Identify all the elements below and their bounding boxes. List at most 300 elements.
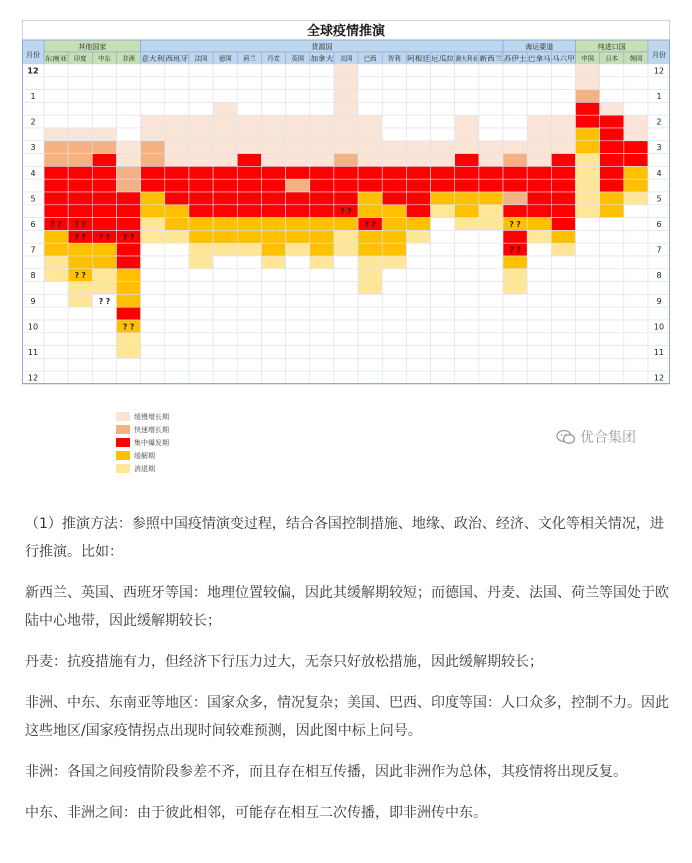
heatmap-cell xyxy=(600,230,624,243)
heatmap-cell xyxy=(551,320,575,333)
heatmap-cell xyxy=(68,179,92,192)
heatmap-cell xyxy=(358,102,382,115)
heatmap-cell xyxy=(527,115,551,128)
heatmap-cell xyxy=(358,166,382,179)
heatmap-cell xyxy=(551,294,575,307)
heatmap-cell xyxy=(237,307,261,320)
column-label: 英国 xyxy=(291,55,304,63)
heatmap-cell xyxy=(68,77,92,90)
heatmap-cell xyxy=(310,77,334,90)
heatmap-cell xyxy=(600,294,624,307)
heatmap-cell xyxy=(624,371,648,384)
heatmap-cell xyxy=(68,256,92,269)
heatmap-cell xyxy=(576,115,600,128)
heatmap-cell xyxy=(116,307,140,320)
heatmap-cell xyxy=(527,102,551,115)
heatmap-cell xyxy=(189,64,213,77)
heatmap-cell xyxy=(551,141,575,154)
heatmap-cell xyxy=(382,102,406,115)
heatmap-cell xyxy=(213,230,237,243)
heatmap-cell xyxy=(479,77,503,90)
group-label: 货源国 xyxy=(311,43,333,51)
paragraph-denmark: 丹麦：抗疫措施有力，但经济下行压力过大，无奈只好放松措施，因此缓解期较长； xyxy=(25,654,543,670)
heatmap-cell xyxy=(576,320,600,333)
heatmap-cell xyxy=(382,346,406,359)
heatmap-cell xyxy=(576,243,600,256)
column-label: 中东 xyxy=(98,55,111,63)
heatmap-cell xyxy=(116,346,140,359)
heatmap-cell xyxy=(116,77,140,90)
heatmap-cell xyxy=(382,115,406,128)
column-label: 意大利 xyxy=(141,55,161,63)
heatmap-cell xyxy=(551,90,575,103)
heatmap-cell xyxy=(527,358,551,371)
heatmap-cell xyxy=(358,346,382,359)
heatmap-cell xyxy=(141,320,165,333)
uncertainty-mark: ? ? xyxy=(509,220,521,229)
heatmap-cell xyxy=(68,282,92,295)
column-label: 荷兰 xyxy=(243,55,256,63)
heatmap-cell xyxy=(479,256,503,269)
heatmap-cell xyxy=(286,64,310,77)
month-label: 12 xyxy=(653,373,665,383)
heatmap-cell xyxy=(310,358,334,371)
heatmap-cell xyxy=(165,90,189,103)
heatmap-cell xyxy=(92,282,116,295)
heatmap-cell xyxy=(261,90,285,103)
heatmap-cell xyxy=(165,333,189,346)
heatmap-cell xyxy=(600,141,624,154)
heatmap-cell xyxy=(406,90,430,103)
column-label: 法国 xyxy=(194,55,208,63)
month-label: 9 xyxy=(30,296,36,306)
heatmap-cell xyxy=(479,243,503,256)
heatmap-cell xyxy=(68,192,92,205)
month-label: 11 xyxy=(653,348,665,357)
column-label: 厄瓜拉 xyxy=(431,55,451,63)
heatmap-cell xyxy=(431,154,455,167)
heatmap-cell xyxy=(600,90,624,103)
heatmap-cell xyxy=(116,64,140,77)
heatmap-cell xyxy=(116,371,140,384)
heatmap-cell xyxy=(92,320,116,333)
heatmap-cell xyxy=(44,192,68,205)
heatmap-cell xyxy=(600,218,624,231)
heatmap-cell xyxy=(576,333,600,346)
heatmap-cell xyxy=(479,141,503,154)
heatmap-cell xyxy=(406,154,430,167)
heatmap-cell xyxy=(310,102,334,115)
heatmap-cell xyxy=(92,115,116,128)
uncertainty-mark: ? ? xyxy=(98,232,111,242)
heatmap-cell xyxy=(116,102,140,115)
heatmap-cell xyxy=(431,192,455,205)
heatmap-cell xyxy=(334,179,358,192)
column-label: 中国 xyxy=(581,55,594,63)
legend-swatch xyxy=(116,425,130,434)
heatmap-cell xyxy=(237,230,261,243)
heatmap-cell xyxy=(406,128,430,141)
heatmap-cell xyxy=(165,64,189,77)
heatmap-cell xyxy=(600,64,624,77)
heatmap-cell xyxy=(406,179,430,192)
heatmap-cell xyxy=(213,141,237,154)
heatmap-cell xyxy=(600,102,624,115)
heatmap-cell xyxy=(237,77,261,90)
heatmap-cell xyxy=(624,154,648,167)
heatmap-cell xyxy=(141,218,165,231)
month-cell xyxy=(648,307,670,320)
heatmap-cell xyxy=(141,64,165,77)
heatmap-cell xyxy=(358,154,382,167)
heatmap-cell xyxy=(624,256,648,269)
heatmap-cell xyxy=(310,141,334,154)
heatmap-cell xyxy=(261,179,285,192)
heatmap-cell xyxy=(261,205,285,218)
heatmap-cell xyxy=(503,205,527,218)
heatmap-cell xyxy=(189,269,213,282)
month-cell xyxy=(648,333,670,346)
legend-label: 集中爆发期 xyxy=(134,438,169,447)
column-label: 韩国 xyxy=(629,55,643,63)
heatmap-cell xyxy=(382,243,406,256)
heatmap-cell xyxy=(431,346,455,359)
heatmap-cell xyxy=(431,90,455,103)
heatmap-cell xyxy=(503,64,527,77)
heatmap-cell xyxy=(68,243,92,256)
heatmap-cell xyxy=(624,230,648,243)
heatmap-cell xyxy=(44,128,68,141)
month-cell xyxy=(22,230,44,243)
heatmap-cell xyxy=(68,128,92,141)
column-label: 巴拿马 xyxy=(527,55,547,63)
heatmap-cell xyxy=(431,294,455,307)
month-label: 6 xyxy=(656,220,662,229)
heatmap-cell xyxy=(310,64,334,77)
heatmap-cell xyxy=(455,243,479,256)
heatmap-cell xyxy=(261,333,285,346)
heatmap-cell xyxy=(92,90,116,103)
heatmap-cell xyxy=(44,141,68,154)
heatmap-cell xyxy=(68,358,92,371)
heatmap-cell xyxy=(503,307,527,320)
heatmap-cell xyxy=(624,333,648,346)
heatmap-cell xyxy=(213,282,237,295)
heatmap-cell xyxy=(261,102,285,115)
heatmap-cell xyxy=(141,294,165,307)
heatmap-cell xyxy=(116,269,140,282)
heatmap-cell xyxy=(334,154,358,167)
heatmap-cell xyxy=(165,294,189,307)
heatmap-cell xyxy=(92,205,116,218)
heatmap-cell xyxy=(382,192,406,205)
heatmap-cell xyxy=(237,358,261,371)
heatmap-cell xyxy=(624,307,648,320)
heatmap-cell xyxy=(68,307,92,320)
heatmap-cell xyxy=(92,166,116,179)
month-cell xyxy=(648,282,670,295)
month-header-label: 月份 xyxy=(26,51,40,59)
heatmap-cell xyxy=(455,307,479,320)
heatmap-cell xyxy=(68,346,92,359)
heatmap-cell xyxy=(165,179,189,192)
heatmap-cell xyxy=(479,230,503,243)
heatmap-cell xyxy=(189,256,213,269)
heatmap-cell xyxy=(382,64,406,77)
heatmap-cell xyxy=(479,307,503,320)
heatmap-cell xyxy=(261,166,285,179)
month-label: 6 xyxy=(30,220,36,229)
heatmap-cell xyxy=(286,230,310,243)
heatmap-cell xyxy=(213,179,237,192)
heatmap-cell xyxy=(576,128,600,141)
heatmap-cell xyxy=(406,294,430,307)
heatmap-cell xyxy=(406,115,430,128)
heatmap-cell xyxy=(358,90,382,103)
heatmap-cell xyxy=(286,205,310,218)
heatmap-cell xyxy=(624,320,648,333)
uncertainty-mark: ? ? xyxy=(74,271,86,281)
paragraph-uncertainty: 非洲、中东、东南亚等地区：国家众多，情况复杂；美国、巴西、印度等国：人口众多，控制不力。因此这些地区/国家疫情拐点出现时间较难预测，因此图中标上问号。 xyxy=(25,695,669,739)
paragraph-geography: 新西兰、英国、西班牙等国：地理位置较偏，因此其缓解期较短；而德国、丹麦、法国、荷兰等国处于欧陆中心地带，因此缓解期较长； xyxy=(25,585,669,629)
heatmap-cell xyxy=(237,282,261,295)
heatmap-cell xyxy=(261,128,285,141)
heatmap-cell xyxy=(286,307,310,320)
heatmap-cell xyxy=(68,320,92,333)
heatmap-cell xyxy=(92,128,116,141)
heatmap-cell xyxy=(116,166,140,179)
heatmap-cell xyxy=(286,128,310,141)
month-cell xyxy=(648,256,670,269)
heatmap-cell xyxy=(527,294,551,307)
heatmap-cell xyxy=(44,179,68,192)
month-cell xyxy=(22,102,44,115)
heatmap-cell xyxy=(406,346,430,359)
heatmap-cell xyxy=(624,115,648,128)
heatmap-cell xyxy=(141,346,165,359)
heatmap-cell xyxy=(479,282,503,295)
heatmap-cell xyxy=(286,141,310,154)
month-cell xyxy=(22,77,44,90)
heatmap-cell xyxy=(527,218,551,231)
heatmap-cell xyxy=(213,154,237,167)
heatmap-cell xyxy=(551,166,575,179)
heatmap-cell xyxy=(479,371,503,384)
heatmap-cell xyxy=(189,77,213,90)
heatmap-cell xyxy=(382,294,406,307)
heatmap-cell xyxy=(503,282,527,295)
month-label: 2 xyxy=(30,117,36,127)
heatmap-cell xyxy=(165,320,189,333)
heatmap-cell xyxy=(286,269,310,282)
paragraph-africa: 非洲：各国之间疫情阶段参差不齐，而且存在相互传播，因此非洲作为总体，其疫情将出现反复。 xyxy=(25,764,627,780)
heatmap-cell xyxy=(600,371,624,384)
heatmap-cell xyxy=(431,141,455,154)
article-body xyxy=(25,510,673,840)
heatmap-cell xyxy=(527,346,551,359)
heatmap-cell xyxy=(68,64,92,77)
heatmap-cell xyxy=(44,256,68,269)
heatmap-cell xyxy=(261,256,285,269)
heatmap-cell xyxy=(455,192,479,205)
heatmap-cell xyxy=(286,115,310,128)
heatmap-cell xyxy=(358,77,382,90)
heatmap-cell xyxy=(189,179,213,192)
heatmap-cell xyxy=(165,282,189,295)
heatmap-cell xyxy=(406,141,430,154)
heatmap-cell xyxy=(334,371,358,384)
heatmap-cell xyxy=(576,166,600,179)
heatmap-cell xyxy=(286,243,310,256)
heatmap-cell xyxy=(237,64,261,77)
month-label: 4 xyxy=(656,168,662,178)
month-cell xyxy=(22,307,44,320)
heatmap-cell xyxy=(310,269,334,282)
heatmap-cell xyxy=(503,294,527,307)
heatmap-cell xyxy=(527,371,551,384)
heatmap-cell xyxy=(406,307,430,320)
heatmap-cell xyxy=(431,205,455,218)
heatmap-cell xyxy=(551,192,575,205)
heatmap-cell xyxy=(310,230,334,243)
heatmap-cell xyxy=(189,205,213,218)
heatmap-cell xyxy=(286,256,310,269)
heatmap-cell xyxy=(165,166,189,179)
heatmap-cell xyxy=(624,166,648,179)
heatmap-cell xyxy=(358,141,382,154)
heatmap-cell xyxy=(261,346,285,359)
heatmap-cell xyxy=(237,294,261,307)
heatmap-cell xyxy=(479,102,503,115)
heatmap-cell xyxy=(334,294,358,307)
heatmap-cell xyxy=(600,115,624,128)
heatmap-cell xyxy=(189,333,213,346)
heatmap-cell xyxy=(624,243,648,256)
heatmap-cell xyxy=(576,218,600,231)
heatmap-cell xyxy=(189,192,213,205)
heatmap-cell xyxy=(213,256,237,269)
heatmap-cell xyxy=(551,218,575,231)
heatmap-cell xyxy=(116,358,140,371)
heatmap-cell xyxy=(286,346,310,359)
heatmap-cell xyxy=(286,282,310,295)
heatmap-cell xyxy=(189,166,213,179)
month-cell xyxy=(648,179,670,192)
heatmap-cell xyxy=(358,358,382,371)
heatmap-cell xyxy=(213,307,237,320)
heatmap-cell xyxy=(431,282,455,295)
heatmap-cell xyxy=(551,115,575,128)
heatmap-cell xyxy=(213,294,237,307)
heatmap-cell xyxy=(44,77,68,90)
heatmap-cell xyxy=(503,192,527,205)
heatmap-cell xyxy=(286,333,310,346)
heatmap-cell xyxy=(576,90,600,103)
heatmap-cell xyxy=(165,102,189,115)
month-cell xyxy=(648,77,670,90)
heatmap-cell xyxy=(358,256,382,269)
heatmap-cell xyxy=(455,320,479,333)
wechat-icon xyxy=(556,429,576,445)
column-label: 东南亚 xyxy=(44,55,64,63)
heatmap-cell xyxy=(551,128,575,141)
heatmap-cell xyxy=(237,333,261,346)
heatmap-cell xyxy=(68,141,92,154)
heatmap-cell xyxy=(479,64,503,77)
heatmap-cell xyxy=(455,166,479,179)
heatmap-cell xyxy=(310,154,334,167)
month-label: 4 xyxy=(30,168,36,178)
heatmap-cell xyxy=(503,371,527,384)
heatmap-cell xyxy=(576,269,600,282)
heatmap-cell xyxy=(382,205,406,218)
heatmap-cell xyxy=(261,77,285,90)
heatmap-cell xyxy=(237,128,261,141)
legend-label: 缓慢增长期 xyxy=(134,412,169,421)
heatmap-cell xyxy=(116,154,140,167)
heatmap-cell xyxy=(141,90,165,103)
uncertainty-mark: ? ? xyxy=(364,220,376,229)
heatmap-cell xyxy=(431,333,455,346)
heatmap-cell xyxy=(44,282,68,295)
heatmap-cell xyxy=(310,218,334,231)
heatmap-cell xyxy=(68,371,92,384)
heatmap-cell xyxy=(576,307,600,320)
heatmap-cell xyxy=(382,269,406,282)
month-cell xyxy=(22,154,44,167)
heatmap-cell xyxy=(382,307,406,320)
heatmap-cell xyxy=(68,333,92,346)
heatmap-cell xyxy=(382,218,406,231)
heatmap-cell xyxy=(261,141,285,154)
heatmap-cell xyxy=(455,346,479,359)
heatmap-cell xyxy=(165,141,189,154)
heatmap-cell xyxy=(92,102,116,115)
heatmap-cell xyxy=(624,192,648,205)
heatmap-cell xyxy=(286,371,310,384)
heatmap-cell xyxy=(213,243,237,256)
heatmap-cell xyxy=(431,256,455,269)
heatmap-cell xyxy=(141,307,165,320)
heatmap-cell xyxy=(116,282,140,295)
heatmap-cell xyxy=(406,166,430,179)
heatmap-cell xyxy=(600,320,624,333)
heatmap-cell xyxy=(310,179,334,192)
paragraph-method: （1）推演方法：参照中国疫情演变过程，结合各国控制措施、地缘、政治、经济、文化等相关情况，进行推演。比如： xyxy=(25,516,664,560)
heatmap-cell xyxy=(165,128,189,141)
heatmap-cell xyxy=(527,320,551,333)
month-cell xyxy=(22,205,44,218)
heatmap-cell xyxy=(431,218,455,231)
column-label: 马六甲 xyxy=(552,55,572,63)
heatmap-cell xyxy=(116,128,140,141)
heatmap-cell xyxy=(310,320,334,333)
heatmap-cell xyxy=(358,243,382,256)
heatmap-cell xyxy=(358,371,382,384)
heatmap-cell xyxy=(141,128,165,141)
heatmap-cell xyxy=(165,256,189,269)
heatmap-cell xyxy=(551,333,575,346)
heatmap-cell xyxy=(455,218,479,231)
heatmap-cell xyxy=(44,205,68,218)
heatmap-cell xyxy=(527,192,551,205)
heatmap-cell xyxy=(141,371,165,384)
legend-item-slow-growth xyxy=(116,411,169,422)
chart-title: 全球疫情推演 xyxy=(306,24,386,39)
column-label: 加拿大 xyxy=(310,55,330,63)
heatmap-cell xyxy=(455,269,479,282)
heatmap-cell xyxy=(189,243,213,256)
